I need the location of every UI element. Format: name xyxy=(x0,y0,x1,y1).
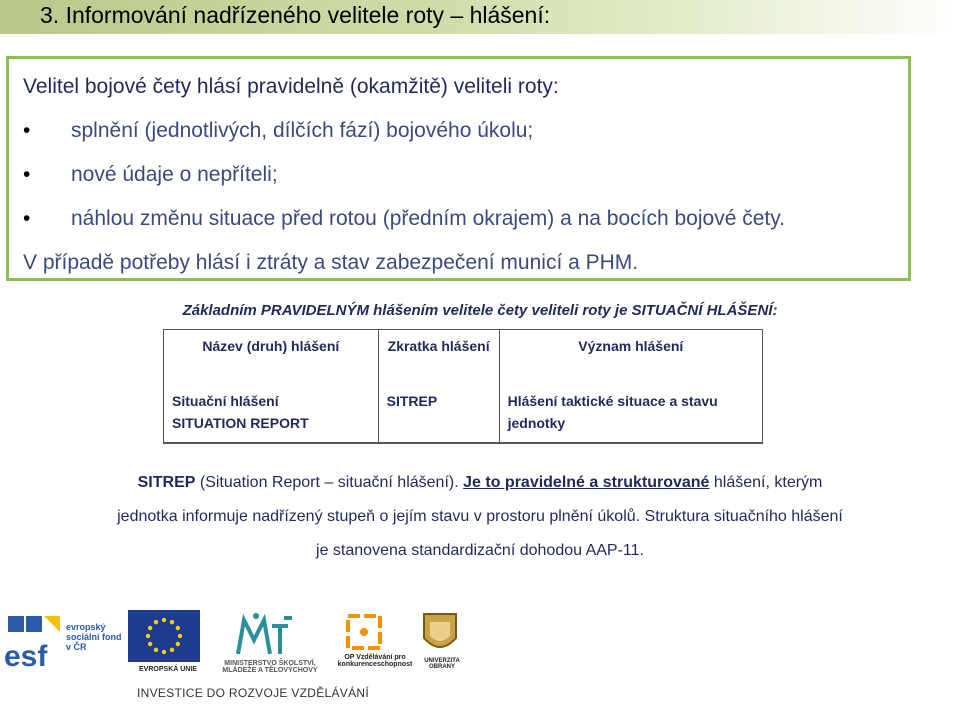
msmt-caption: MINISTERSTVO ŠKOLSTVÍ, MLÁDEŽE A TĚLOVÝCHOVY xyxy=(222,660,318,674)
header-meaning: Význam hlášení xyxy=(499,330,762,387)
eu-star-icon xyxy=(146,634,150,638)
eu-flag-icon xyxy=(128,610,200,662)
esf-mark-icon xyxy=(4,610,64,672)
report-table xyxy=(163,329,763,444)
bullet-icon: • xyxy=(23,207,31,230)
footer-text: INVESTICE DO ROZVOJE VZDĚLÁVÁNÍ xyxy=(137,686,370,700)
paragraph-line-3: je stanovena standardizační dohodou AAP-11. xyxy=(316,542,644,559)
header-abbr: Zkratka hlášení xyxy=(378,330,499,387)
table-caption: Základním PRAVIDELNÝM hlášením velitele čety veliteli roty je SITUAČNÍ HLÁŠENÍ: xyxy=(182,302,778,319)
reporting-box: Velitel bojové čety hlásí pravidelně (okamžitě) veliteli roty: • splnění (jednotlivých, dílčích fází) bojového úkolu; • nové údaje o nepříteli; • náhlou změnu situace před rotou (předním okrajem) a na bocích bojové čety. V případě potřeby hlásí i ztráty a stav zabezpečení municí a PHM. xyxy=(6,56,911,281)
bullet-icon: • xyxy=(23,163,31,186)
eu-star-icon xyxy=(178,634,182,638)
table-header-row xyxy=(164,330,763,387)
uo-caption: UNIVERZITA OBRANY xyxy=(424,658,460,670)
eu-star-icon xyxy=(154,620,158,624)
op-logo xyxy=(334,610,416,680)
svg-text:esf: esf xyxy=(4,640,48,672)
page-title: 3. Informování nadřízeného velitele roty – hlášení: xyxy=(40,2,551,28)
msmt-logo xyxy=(210,610,330,680)
msmt-mark-icon xyxy=(210,610,320,662)
box-tail-text: V případě potřeby hlásí i ztráty a stav zabezpečení municí a PHM. xyxy=(23,251,639,274)
esf-caption: evropský sociální fond v ČR xyxy=(66,622,122,652)
cell-abbr: SITREP xyxy=(378,386,499,443)
eu-logo xyxy=(128,610,208,680)
header-name: Název (druh) hlášení xyxy=(164,330,379,387)
eu-star-icon xyxy=(176,642,180,646)
cell-name: Situační hlášení SITUATION REPORT xyxy=(164,386,379,443)
table-row xyxy=(164,386,763,443)
uo-crest-icon xyxy=(420,610,460,658)
box-lead: Velitel bojové čety hlásí pravidelně (okamžitě) veliteli roty: xyxy=(23,75,559,98)
title-bar xyxy=(0,0,960,34)
eu-star-icon xyxy=(162,650,166,654)
eu-star-icon xyxy=(170,620,174,624)
op-caption: OP Vzdělávání pro konkurenceschopnost xyxy=(337,654,413,668)
bullet-icon: • xyxy=(23,119,31,142)
eu-star-icon xyxy=(148,642,152,646)
logo-row xyxy=(0,610,960,682)
eu-caption: EVROPSKÁ UNIE xyxy=(139,666,197,673)
eu-star-icon xyxy=(148,626,152,630)
cell-meaning: Hlášení taktické situace a stavu jednotky xyxy=(499,386,762,443)
uo-logo xyxy=(420,610,464,680)
eu-star-icon xyxy=(170,648,174,652)
esf-logo xyxy=(4,610,122,676)
eu-star-icon xyxy=(162,618,166,622)
paragraph-line-2: jednotka informuje nadřízený stupeň o jejím stavu v prostoru plnění úkolů. Struktura situačního hlášení xyxy=(117,508,843,525)
eu-star-icon xyxy=(154,648,158,652)
paragraph-line-1: SITREP (Situation Report – situační hlášení). Je to pravidelné a strukturované hlášení, kterým xyxy=(137,474,823,491)
op-mark-icon xyxy=(334,610,394,660)
eu-star-icon xyxy=(176,626,180,630)
